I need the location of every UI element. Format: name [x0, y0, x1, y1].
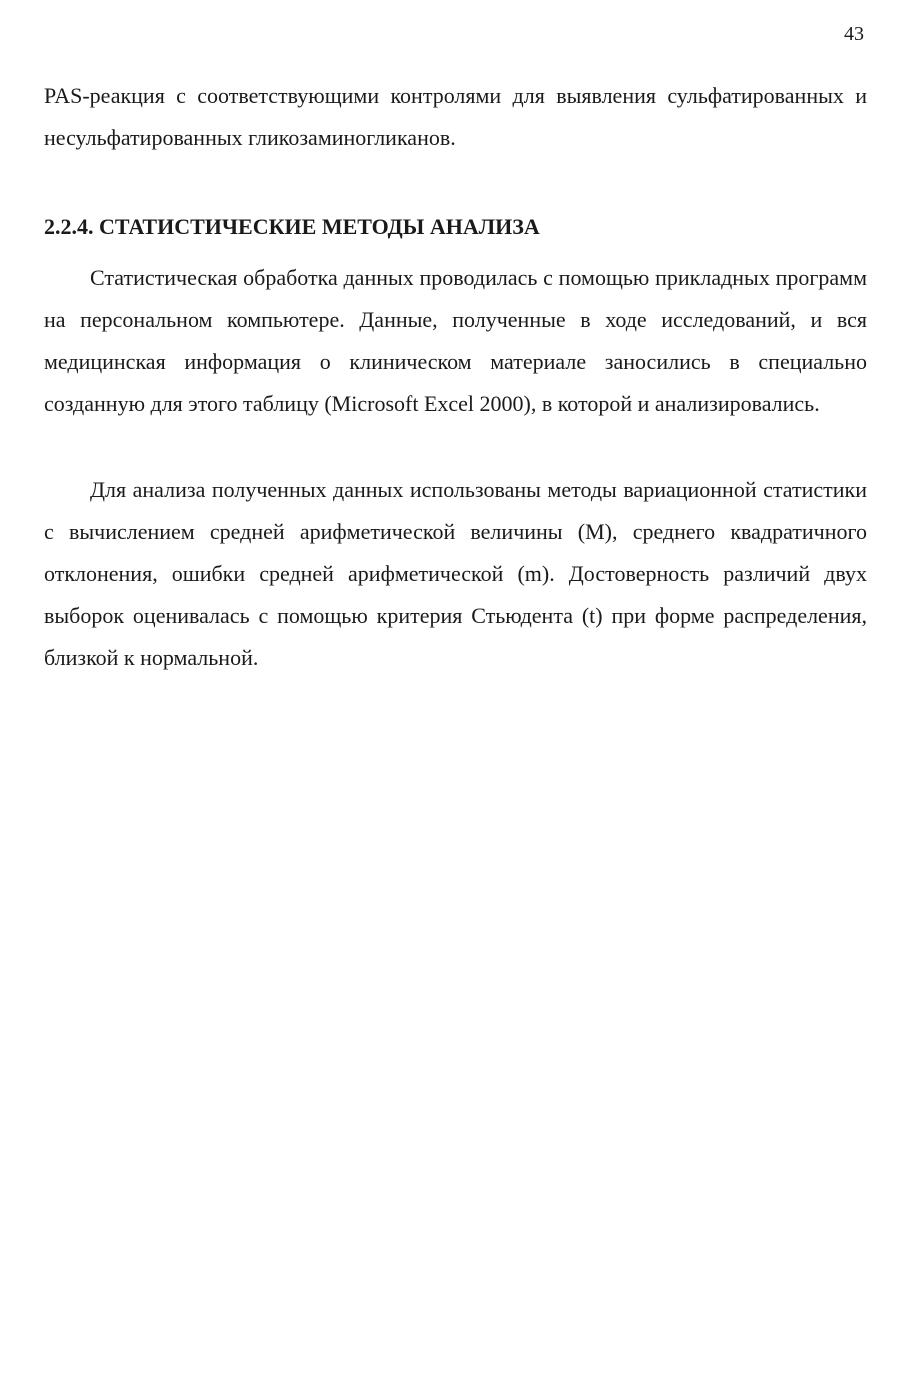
continuation-paragraph: PAS-реакция с соответствующими контролями для выявления сульфатированных и несульфатированных гликозаминогликанов. [44, 83, 867, 150]
paragraph-statistical-processing: Статистическая обработка данных проводилась с помощью прикладных программ на персональном компьютере. Данные, полученные в ходе исследований, и вся медицинская информация о клиническом материале заносились в специально созданную для этого таблицу (Microsoft Excel 2000), в которой и анализировались. [44, 265, 867, 416]
page-number: 43 [844, 23, 864, 45]
section-heading: 2.2.4. СТАТИСТИЧЕСКИЕ МЕТОДЫ АНАЛИЗА [44, 214, 540, 239]
paragraph-analysis-methods: Для анализа полученных данных использованы методы вариационной статистики с вычислением средней арифметической величины (М), среднего квадратичного отклонения, ошибки средней арифметической (m). Достоверность различий двух выборок оценивалась с помощью критерия Стьюдента (t) при форме распределения, близкой к нормальной. [44, 477, 867, 670]
